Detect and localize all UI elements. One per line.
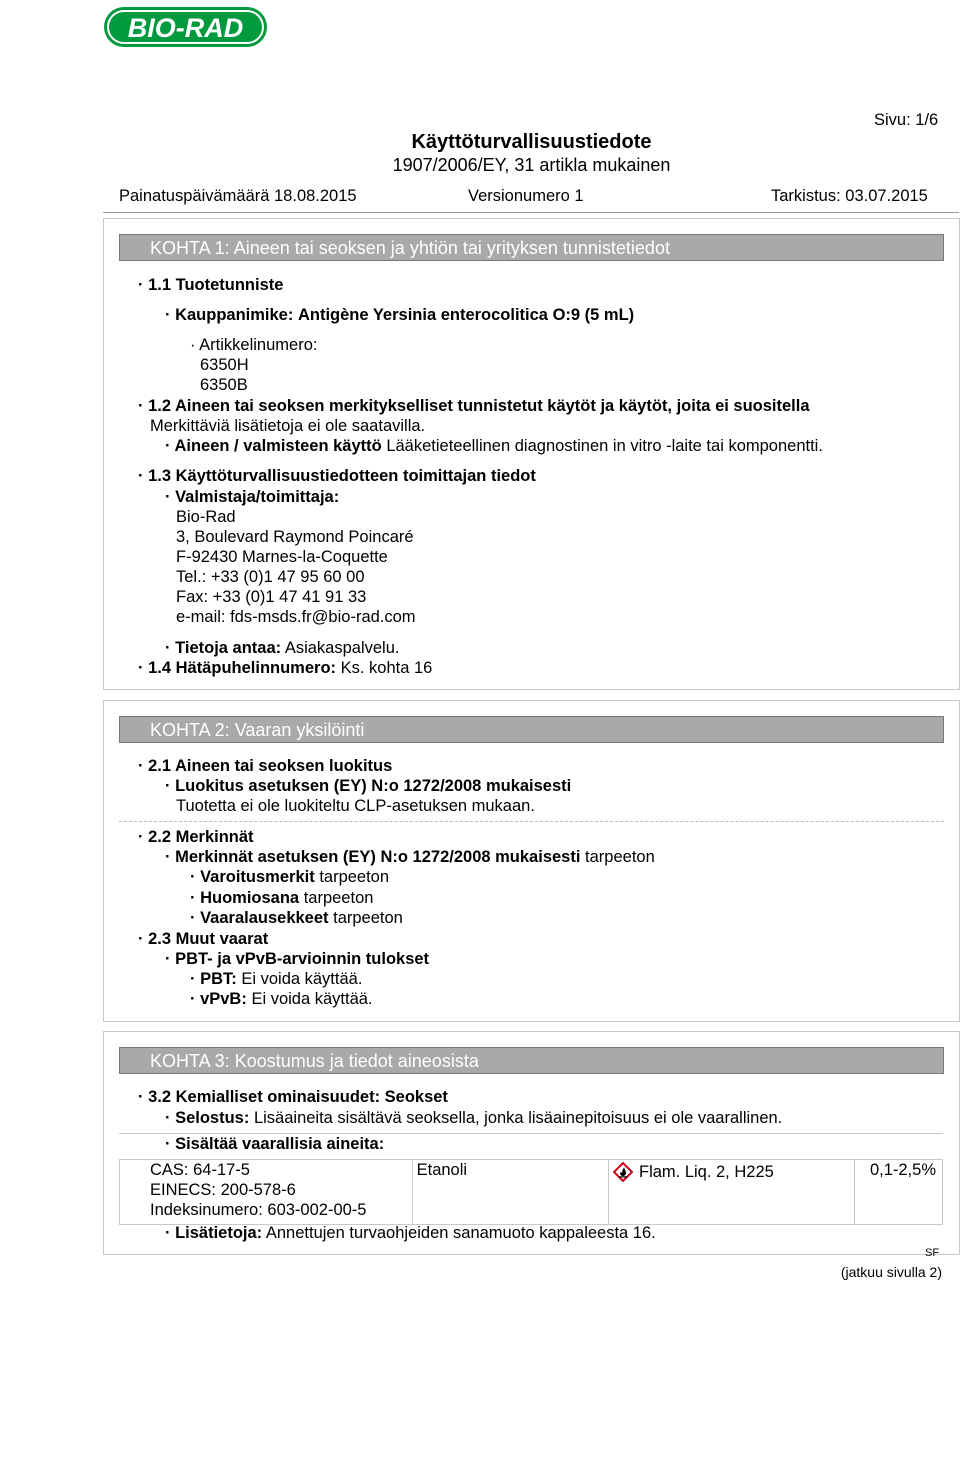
supplier-line: Tel.: +33 (0)1 47 95 60 00 bbox=[176, 568, 365, 586]
signal-word-text: tarpeeton bbox=[303, 889, 374, 907]
ingredient-name: Etanoli bbox=[412, 1160, 608, 1225]
document-subtitle: 1907/2006/EY, 31 artikla mukainen bbox=[392, 155, 671, 175]
classification-text: Tuotetta ei ole luokiteltu CLP-asetuksen mukaan. bbox=[176, 797, 535, 815]
supplier-line: F-92430 Marnes-la-Coquette bbox=[176, 548, 388, 566]
flame-ghs-icon bbox=[613, 1162, 633, 1182]
signal-word-label: · Huomiosana bbox=[190, 889, 300, 907]
table-row bbox=[120, 1160, 943, 1225]
language-code: SF bbox=[925, 1247, 940, 1259]
labelling-line bbox=[165, 848, 655, 867]
classification-label: · Luokitus asetuksen (EY) N:o 1272/2008 mukaisesti bbox=[165, 777, 572, 795]
pbt-line bbox=[190, 970, 362, 989]
vpvb-label: · vPvB: bbox=[190, 990, 247, 1008]
signal-word-line bbox=[190, 889, 373, 908]
vpvb-line bbox=[190, 990, 373, 1009]
section-3-heading: KOHTA 3: Koostumus ja tiedot aineosista bbox=[119, 1047, 944, 1074]
labelling-text: tarpeeton bbox=[585, 848, 655, 866]
labelling-label: · Merkinnät asetuksen (EY) N:o 1272/2008 mukaisesti bbox=[165, 848, 581, 866]
document-title: Käyttöturvallisuustiedote bbox=[411, 131, 652, 153]
description-text: Lisäaineita sisältävä seoksella, jonka lisäainepitoisuus ei ole vaarallinen. bbox=[253, 1109, 783, 1127]
emergency-line bbox=[138, 659, 432, 678]
description-line bbox=[165, 1109, 782, 1128]
use-text: Lääketieteellinen diagnostinen in vitro -laite tai komponentti. bbox=[386, 437, 823, 455]
trade-name-line bbox=[165, 306, 634, 325]
emergency-text: Ks. kohta 16 bbox=[340, 659, 433, 677]
print-date: Painatuspäivämäärä 18.08.2015 bbox=[119, 187, 357, 205]
s1-3-heading: · 1.3 Käyttöturvallisuustiedotteen toimittajan tiedot bbox=[138, 467, 536, 485]
ingredient-concentration: 0,1-2,5% bbox=[855, 1160, 943, 1225]
pictogram-label: · Varoitusmerkit bbox=[190, 868, 315, 886]
s3-2-heading: · 3.2 Kemialliset ominaisuudet: Seokset bbox=[138, 1088, 448, 1106]
article-number-label: · Artikkelinumero: bbox=[190, 336, 318, 354]
info-line bbox=[165, 639, 399, 658]
index-number: Indeksinumero: 603-002-00-5 bbox=[150, 1201, 367, 1219]
more-info-label: · Lisätietoja: bbox=[165, 1224, 263, 1242]
einecs-number: EINECS: 200-578-6 bbox=[150, 1181, 296, 1199]
hazard-statements-label: · Vaaralausekkeet bbox=[190, 909, 329, 927]
more-info-text: Annettujen turvaohjeiden sanamuoto kappaleesta 16. bbox=[265, 1224, 656, 1242]
ingredient-hazard bbox=[608, 1160, 854, 1225]
table-top-rule bbox=[119, 1133, 943, 1134]
pictogram-line bbox=[190, 868, 389, 887]
contains-label: · Sisältää vaarallisia aineita: bbox=[165, 1135, 385, 1153]
divider bbox=[119, 821, 944, 822]
section-2-heading: KOHTA 2: Vaaran yksilöinti bbox=[119, 716, 944, 743]
info-label: · Tietoja antaa: bbox=[165, 639, 282, 657]
emergency-label: · 1.4 Hätäpuhelinnumero: bbox=[138, 659, 337, 677]
bio-rad-logo bbox=[103, 6, 268, 48]
trade-name: Antigène Yersinia enterocolitica O:9 (5 mL) bbox=[297, 306, 635, 324]
review-date: Tarkistus: 03.07.2015 bbox=[771, 187, 928, 205]
pictogram-text: tarpeeton bbox=[319, 868, 390, 886]
page-number: Sivu: 1/6 bbox=[874, 111, 939, 129]
hazard-statements-text: tarpeeton bbox=[333, 909, 403, 927]
use-line bbox=[165, 437, 823, 456]
version-number: Versionumero 1 bbox=[468, 187, 584, 205]
section-1-heading: KOHTA 1: Aineen tai seoksen ja yhtiön tai yrityksen tunnistetiedot bbox=[119, 234, 944, 261]
s2-3-heading: · 2.3 Muut vaarat bbox=[138, 930, 269, 948]
pbt-heading: · PBT- ja vPvB-arvioinnin tulokset bbox=[165, 950, 430, 968]
article-number-1: 6350H bbox=[200, 356, 249, 374]
use-label: · Aineen / valmisteen käyttö bbox=[165, 437, 382, 455]
supplier-email[interactable]: e-mail: fds-msds.fr@bio-rad.com bbox=[176, 608, 416, 626]
info-text: Asiakaspalvelu. bbox=[284, 639, 400, 657]
pbt-label: · PBT: bbox=[190, 970, 237, 988]
s1-2-heading: · 1.2 Aineen tai seoksen merkitykselliset tunnistetut käytöt ja käytöt, joita ei suositella bbox=[138, 397, 810, 415]
more-info-line bbox=[165, 1224, 656, 1243]
svg-text:BIO-RAD: BIO-RAD bbox=[127, 13, 244, 43]
trade-name-label: · Kauppanimike: bbox=[165, 306, 294, 324]
s2-1-heading: · 2.1 Aineen tai seoksen luokitus bbox=[138, 757, 393, 775]
supplier-label: · Valmistaja/toimittaja: bbox=[165, 488, 340, 506]
s2-2-heading: · 2.2 Merkinnät bbox=[138, 828, 254, 846]
ingredient-ids bbox=[120, 1160, 413, 1225]
description-label: · Selostus: bbox=[165, 1109, 250, 1127]
s1-2-text: Merkittäviä lisätietoja ei ole saatavilla. bbox=[150, 417, 426, 435]
s1-1-heading: · 1.1 Tuotetunniste bbox=[138, 276, 284, 294]
cas-number: CAS: 64-17-5 bbox=[150, 1161, 250, 1179]
supplier-line: Bio-Rad bbox=[176, 508, 236, 526]
continued-note: (jatkuu sivulla 2) bbox=[840, 1264, 942, 1280]
hazard-classification: Flam. Liq. 2, H225 bbox=[638, 1163, 774, 1181]
supplier-line: Fax: +33 (0)1 47 41 91 33 bbox=[176, 588, 367, 606]
pbt-text: Ei voida käyttää. bbox=[241, 970, 363, 988]
header-rule bbox=[103, 212, 959, 213]
hazard-statements-line bbox=[190, 909, 403, 928]
ingredients-table bbox=[119, 1159, 943, 1225]
article-number-2: 6350B bbox=[200, 376, 248, 394]
vpvb-text: Ei voida käyttää. bbox=[251, 990, 373, 1008]
supplier-line: 3, Boulevard Raymond Poincaré bbox=[176, 528, 414, 546]
